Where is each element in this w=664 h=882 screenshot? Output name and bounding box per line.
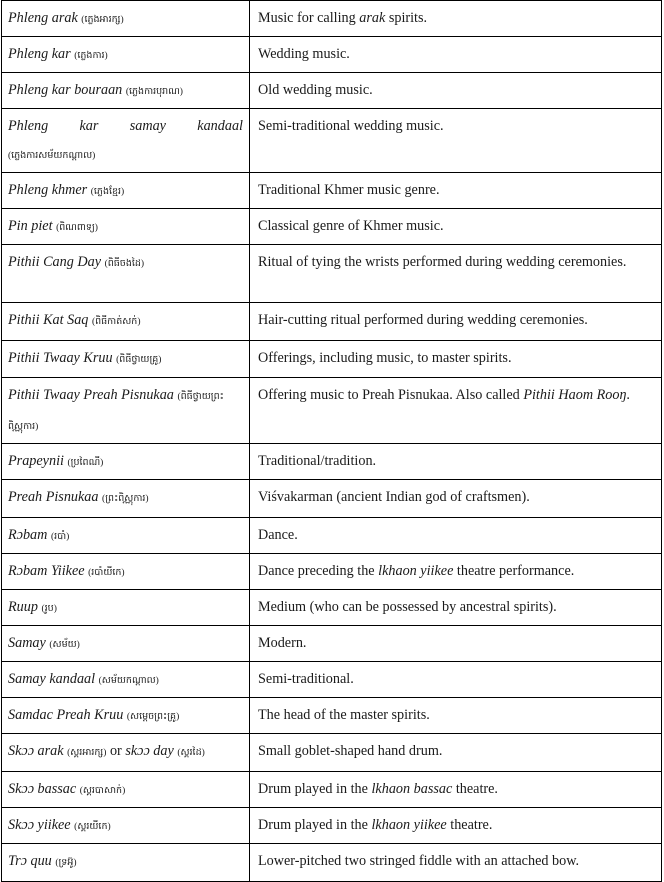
term-cell bbox=[2, 808, 250, 844]
khmer-term: (ភ្លេងខ្មែរ) bbox=[90, 187, 125, 197]
definition: Semi-traditional wedding music. bbox=[258, 118, 444, 134]
definition-tail: theatre performance. bbox=[453, 563, 575, 579]
table-row bbox=[2, 209, 662, 245]
term-word: Phleng bbox=[8, 118, 49, 134]
definition-cell bbox=[250, 590, 662, 626]
term-cell bbox=[2, 734, 250, 772]
term-word: samay bbox=[129, 118, 166, 134]
khmer-term: (ស្គរអារក្ស) bbox=[67, 748, 107, 758]
term-cell bbox=[2, 480, 250, 518]
khmer-term: (សម័យ) bbox=[49, 640, 80, 650]
term-cell bbox=[2, 590, 250, 626]
term-cell bbox=[2, 378, 250, 444]
table-row bbox=[2, 844, 662, 882]
term-cell bbox=[2, 303, 250, 341]
definition-cell bbox=[250, 1, 662, 37]
term-cell bbox=[2, 626, 250, 662]
term: Phleng khmer bbox=[8, 182, 88, 198]
term-cell bbox=[2, 662, 250, 698]
khmer-term: (រូប) bbox=[41, 604, 57, 614]
table-row bbox=[2, 378, 662, 444]
table-row bbox=[2, 341, 662, 378]
table-row bbox=[2, 480, 662, 518]
table-row bbox=[2, 808, 662, 844]
table-row bbox=[2, 518, 662, 554]
definition: Old wedding music. bbox=[258, 82, 373, 98]
definition-cell bbox=[250, 734, 662, 772]
khmer-term: (ប្រពៃណី) bbox=[67, 458, 104, 468]
table-row bbox=[2, 37, 662, 73]
term-cell bbox=[2, 245, 250, 303]
term: Pithii Twaay Kruu bbox=[8, 350, 113, 366]
definition: Modern. bbox=[258, 635, 307, 651]
khmer-term: (ពិធីកាត់សក់) bbox=[91, 317, 141, 327]
definition-cell bbox=[250, 73, 662, 109]
term-words bbox=[8, 112, 243, 140]
definition-cell bbox=[250, 662, 662, 698]
term: Trɔ quu bbox=[8, 853, 52, 869]
definition-cell bbox=[250, 378, 662, 444]
term: Skɔɔ arak bbox=[8, 743, 64, 759]
definition: Small goblet-shaped hand drum. bbox=[258, 743, 443, 759]
definition-cell bbox=[250, 245, 662, 303]
term-cell bbox=[2, 444, 250, 480]
definition: Dance. bbox=[258, 527, 298, 543]
definition: Semi-traditional. bbox=[258, 671, 354, 687]
definition-cell bbox=[250, 480, 662, 518]
term-cell bbox=[2, 37, 250, 73]
definition: Hair-cutting ritual performed during wedding ceremonies. bbox=[258, 312, 588, 328]
definition-cell bbox=[250, 844, 662, 882]
term: Preah Pisnukaa bbox=[8, 489, 99, 505]
definition: Offering music to Preah Pisnukaa. Also called bbox=[258, 387, 524, 403]
definition-cell bbox=[250, 626, 662, 662]
definition: The head of the master spirits. bbox=[258, 707, 430, 723]
khmer-term: (ភ្លេងការសម័យកណ្ដាល) bbox=[8, 151, 96, 161]
term: Pithii Kat Saq bbox=[8, 312, 89, 328]
definition-cell bbox=[250, 698, 662, 734]
khmer-term: (របាំ) bbox=[50, 532, 70, 542]
definition-cell bbox=[250, 518, 662, 554]
table-row bbox=[2, 1, 662, 37]
definition-tail: spirits. bbox=[385, 10, 428, 26]
definition-emphasis: Pithii Haom Rooŋ bbox=[523, 387, 627, 403]
khmer-term-alt: (ស្គរដៃ) bbox=[177, 748, 205, 758]
definition-cell bbox=[250, 109, 662, 173]
definition: Traditional/tradition. bbox=[258, 453, 377, 469]
definition-cell bbox=[250, 554, 662, 590]
table-row bbox=[2, 554, 662, 590]
khmer-term: (ទ្រអ៊ូ) bbox=[55, 858, 77, 868]
definition: Drum played in the bbox=[258, 817, 372, 833]
table-row bbox=[2, 73, 662, 109]
definition: Medium (who can be possessed by ancestral spirits). bbox=[258, 599, 557, 615]
table-row bbox=[2, 698, 662, 734]
definition-emphasis: lkhaon bassac bbox=[371, 781, 453, 797]
definition: Wedding music. bbox=[258, 46, 350, 62]
term: Pithii Twaay Preah Pisnukaa bbox=[8, 387, 174, 403]
definition: Drum played in the bbox=[258, 781, 372, 797]
definition-emphasis: lkhaon yiikee bbox=[371, 817, 447, 833]
term-word: kar bbox=[79, 118, 99, 134]
term-cell bbox=[2, 341, 250, 378]
term: Phleng kar bouraan bbox=[8, 82, 123, 98]
term-cell bbox=[2, 698, 250, 734]
definition-cell bbox=[250, 303, 662, 341]
definition-emphasis: lkhaon yiikee bbox=[378, 563, 454, 579]
table-row bbox=[2, 590, 662, 626]
definition: Dance preceding the bbox=[258, 563, 379, 579]
table-row bbox=[2, 109, 662, 173]
table-row bbox=[2, 662, 662, 698]
definition: Offerings, including music, to master spirits. bbox=[258, 350, 512, 366]
khmer-term: (សម័យកណ្ដាល) bbox=[98, 676, 159, 686]
table-row bbox=[2, 734, 662, 772]
term-cell bbox=[2, 1, 250, 37]
term-cell bbox=[2, 109, 250, 173]
term: Skɔɔ yiikee bbox=[8, 817, 71, 833]
term: Prapeynii bbox=[8, 453, 64, 469]
term: Samay bbox=[8, 635, 46, 651]
khmer-term: (ស្គរបាសាក់) bbox=[79, 786, 126, 796]
term-alt: skɔɔ day bbox=[125, 743, 174, 759]
table-row bbox=[2, 173, 662, 209]
term: Pithii Cang Day bbox=[8, 254, 102, 270]
table-row bbox=[2, 303, 662, 341]
definition: Classical genre of Khmer music. bbox=[258, 218, 444, 234]
khmer-term: (របាំយីកេ) bbox=[88, 568, 125, 578]
khmer-term: (សម្ដេចព្រះគ្រូ) bbox=[126, 712, 180, 722]
term-word: kandaal bbox=[197, 118, 243, 134]
term: Rɔbam bbox=[8, 527, 48, 543]
definition: Ritual of tying the wrists performed during wedding ceremonies. bbox=[258, 254, 627, 270]
table-row bbox=[2, 245, 662, 303]
definition-cell bbox=[250, 209, 662, 245]
definition-tail: theatre. bbox=[446, 817, 493, 833]
khmer-term: (ពិធីថ្វាយព្រះពិស្ណុការ) bbox=[8, 392, 224, 432]
table-row bbox=[2, 772, 662, 808]
glossary-table bbox=[1, 0, 662, 882]
term: Samay kandaal bbox=[8, 671, 96, 687]
khmer-term: (ភ្លេងការបុរាណ) bbox=[125, 87, 183, 97]
term: Rɔbam Yiikee bbox=[8, 563, 85, 579]
khmer-term: (ភ្លេងអារក្ស) bbox=[81, 15, 124, 25]
definition-cell bbox=[250, 37, 662, 73]
term: Skɔɔ bassac bbox=[8, 781, 77, 797]
definition-cell bbox=[250, 341, 662, 378]
khmer-term: (ភ្លេងការ) bbox=[74, 51, 108, 61]
definition-cell bbox=[250, 808, 662, 844]
definition-cell bbox=[250, 444, 662, 480]
term-cell bbox=[2, 173, 250, 209]
khmer-term: (ពិធីចងដៃ) bbox=[104, 259, 145, 269]
definition: Lower-pitched two stringed fiddle with an attached bow. bbox=[258, 853, 580, 869]
definition: Traditional Khmer music genre. bbox=[258, 182, 440, 198]
definition-tail: theatre. bbox=[452, 781, 498, 797]
table-row bbox=[2, 444, 662, 480]
definition-cell bbox=[250, 772, 662, 808]
term-cell bbox=[2, 518, 250, 554]
term: Ruup bbox=[8, 599, 38, 615]
definition: Viśvakarman (ancient Indian god of craftsmen). bbox=[258, 489, 530, 505]
term: Pin piet bbox=[8, 218, 53, 234]
term-cell bbox=[2, 772, 250, 808]
khmer-term: (ព្រះពិស្ណុការ) bbox=[102, 494, 149, 504]
term-cell bbox=[2, 209, 250, 245]
khmer-term: (ពិណពាទ្យ) bbox=[56, 223, 98, 233]
term: Phleng arak bbox=[8, 10, 78, 26]
definition-cell bbox=[250, 173, 662, 209]
definition: Music for calling bbox=[258, 10, 360, 26]
term: Samdac Preah Kruu bbox=[8, 707, 124, 723]
khmer-term: (ស្គរយីកេ) bbox=[74, 822, 111, 832]
term: Phleng kar bbox=[8, 46, 71, 62]
term-cell bbox=[2, 73, 250, 109]
conjunction: or bbox=[106, 743, 126, 759]
term-cell bbox=[2, 844, 250, 882]
definition-emphasis: arak bbox=[359, 10, 386, 26]
khmer-term: (ពិធីថ្វាយគ្រូ) bbox=[116, 355, 162, 365]
term-cell bbox=[2, 554, 250, 590]
definition-tail: . bbox=[626, 387, 630, 403]
table-row bbox=[2, 626, 662, 662]
